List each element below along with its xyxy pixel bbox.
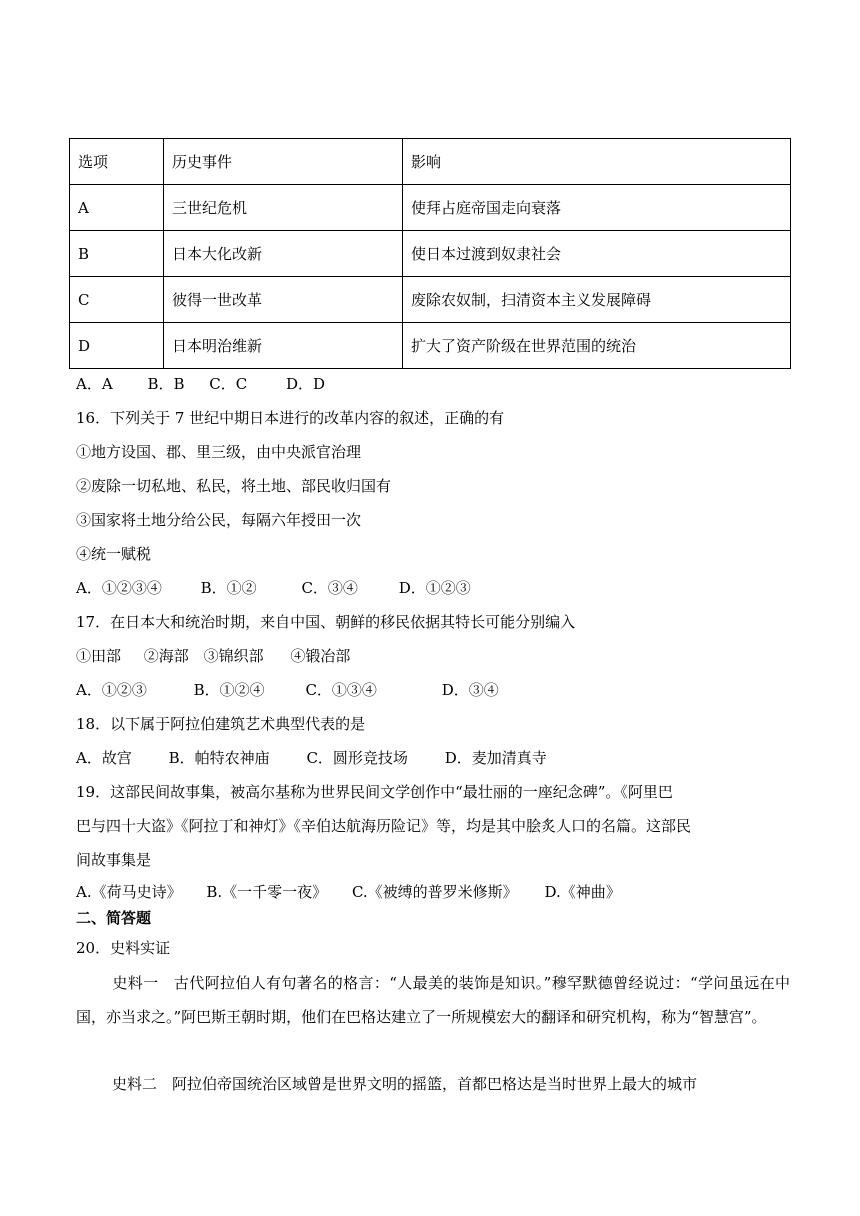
- option: D．①②③: [398, 579, 471, 597]
- source-two-text: 史料二 阿拉伯帝国统治区域曾是世界文明的摇篮，首都巴格达是当时世界上最大的城市: [112, 1075, 698, 1093]
- q17-items: [76, 646, 350, 666]
- table-cell: 扩大了资产阶级在世界范围的统治: [403, 323, 791, 369]
- table-cell: 废除农奴制，扫清资本主义发展障碍: [403, 277, 791, 323]
- q16-item: ①地方设国、郡、里三级，由中央派官治理: [76, 443, 362, 461]
- option: C.《被缚的普罗米修斯》: [351, 883, 518, 901]
- option: D.《神曲》: [544, 883, 621, 901]
- q17-stem: 17．在日本大和统治时期，来自中国、朝鲜的移民依据其特长可能分别编入: [76, 613, 576, 631]
- option: A．故宫: [76, 749, 132, 767]
- section-heading: 二、简答题: [76, 909, 152, 927]
- options-table: [69, 138, 790, 369]
- option: B.《一千零一夜》: [206, 883, 328, 901]
- q19-line: 巴与四十大盗》《阿拉丁和神灯》《辛伯达航海历险记》等，均是其中脍炙人口的名篇。这部民: [76, 817, 692, 835]
- table-cell: B: [70, 231, 164, 277]
- q19-line: 19．这部民间故事集，被高尔基称为世界民间文学创作中“最壮丽的一座纪念碑”。《阿里巴: [76, 783, 673, 801]
- table-row: [70, 231, 791, 277]
- table-cell: A: [70, 185, 164, 231]
- q19-options: [76, 882, 621, 902]
- q17-item: ③锦织部: [203, 647, 264, 665]
- option: A．A: [76, 375, 113, 393]
- q16-item: ②废除一切私地、私民，将土地、部民收归国有: [76, 477, 392, 495]
- table-header-row: [70, 139, 791, 185]
- q16-stem: 16．下列关于 7 世纪中期日本进行的改革内容的叙述，正确的有: [76, 409, 505, 427]
- q16-item: ④统一赋税: [76, 545, 152, 563]
- q16-item: ③国家将土地分给公民，每隔六年授田一次: [76, 511, 362, 529]
- table-cell: 日本大化改新: [164, 231, 403, 277]
- table-row: [70, 323, 791, 369]
- option: A.《荷马史诗》: [76, 883, 182, 901]
- table-cell: 使日本过渡到奴隶社会: [403, 231, 791, 277]
- table-row: [70, 277, 791, 323]
- q17-item: ①田部: [76, 647, 122, 665]
- option: C．圆形竞技场: [306, 749, 408, 767]
- q19-line: 间故事集是: [76, 851, 152, 869]
- option: C．C: [209, 375, 248, 393]
- q15-options: [76, 374, 325, 394]
- header-cell: 选项: [70, 139, 164, 185]
- option: B．B: [147, 375, 185, 393]
- option: A．①②③④: [76, 579, 162, 597]
- q17-item: ④锻冶部: [290, 647, 351, 665]
- q17-options: [76, 680, 499, 700]
- q20-title: 20．史料实证: [76, 939, 171, 957]
- option: C．③④: [301, 579, 358, 597]
- table-cell: C: [70, 277, 164, 323]
- source-one-text: 史料一 古代阿拉伯人有句著名的格言：“人最美的装饰是知识。”穆罕默德曾经说过：“学问虽远在中国，亦当求之。”阿巴斯王朝时期，他们在巴格达建立了一所规模宏大的翻译和研究机构，称为“智慧宫”。: [76, 974, 790, 1026]
- q18-stem: 18．以下属于阿拉伯建筑艺术典型代表的是: [76, 715, 366, 733]
- option: A．①②③: [76, 681, 147, 699]
- table-cell: 使拜占庭帝国走向衰落: [403, 185, 791, 231]
- table-cell: D: [70, 323, 164, 369]
- option: B．①②④: [193, 681, 265, 699]
- source-paragraph: [76, 1068, 790, 1102]
- header-cell: 历史事件: [164, 139, 403, 185]
- option: C．①③④: [305, 681, 377, 699]
- option: D．麦加清真寺: [444, 749, 547, 767]
- option: D．D: [286, 375, 326, 393]
- source-paragraph: [76, 967, 790, 1034]
- option: D．③④: [441, 681, 499, 699]
- header-cell: 影响: [403, 139, 791, 185]
- q16-options: [76, 578, 471, 598]
- table-row: [70, 185, 791, 231]
- table-cell: 三世纪危机: [164, 185, 403, 231]
- option: B．帕特农神庙: [168, 749, 270, 767]
- table-cell: 彼得一世改革: [164, 277, 403, 323]
- option: B．①②: [200, 579, 257, 597]
- q17-item: ②海部: [143, 647, 189, 665]
- q18-options: [76, 748, 547, 768]
- table-cell: 日本明治维新: [164, 323, 403, 369]
